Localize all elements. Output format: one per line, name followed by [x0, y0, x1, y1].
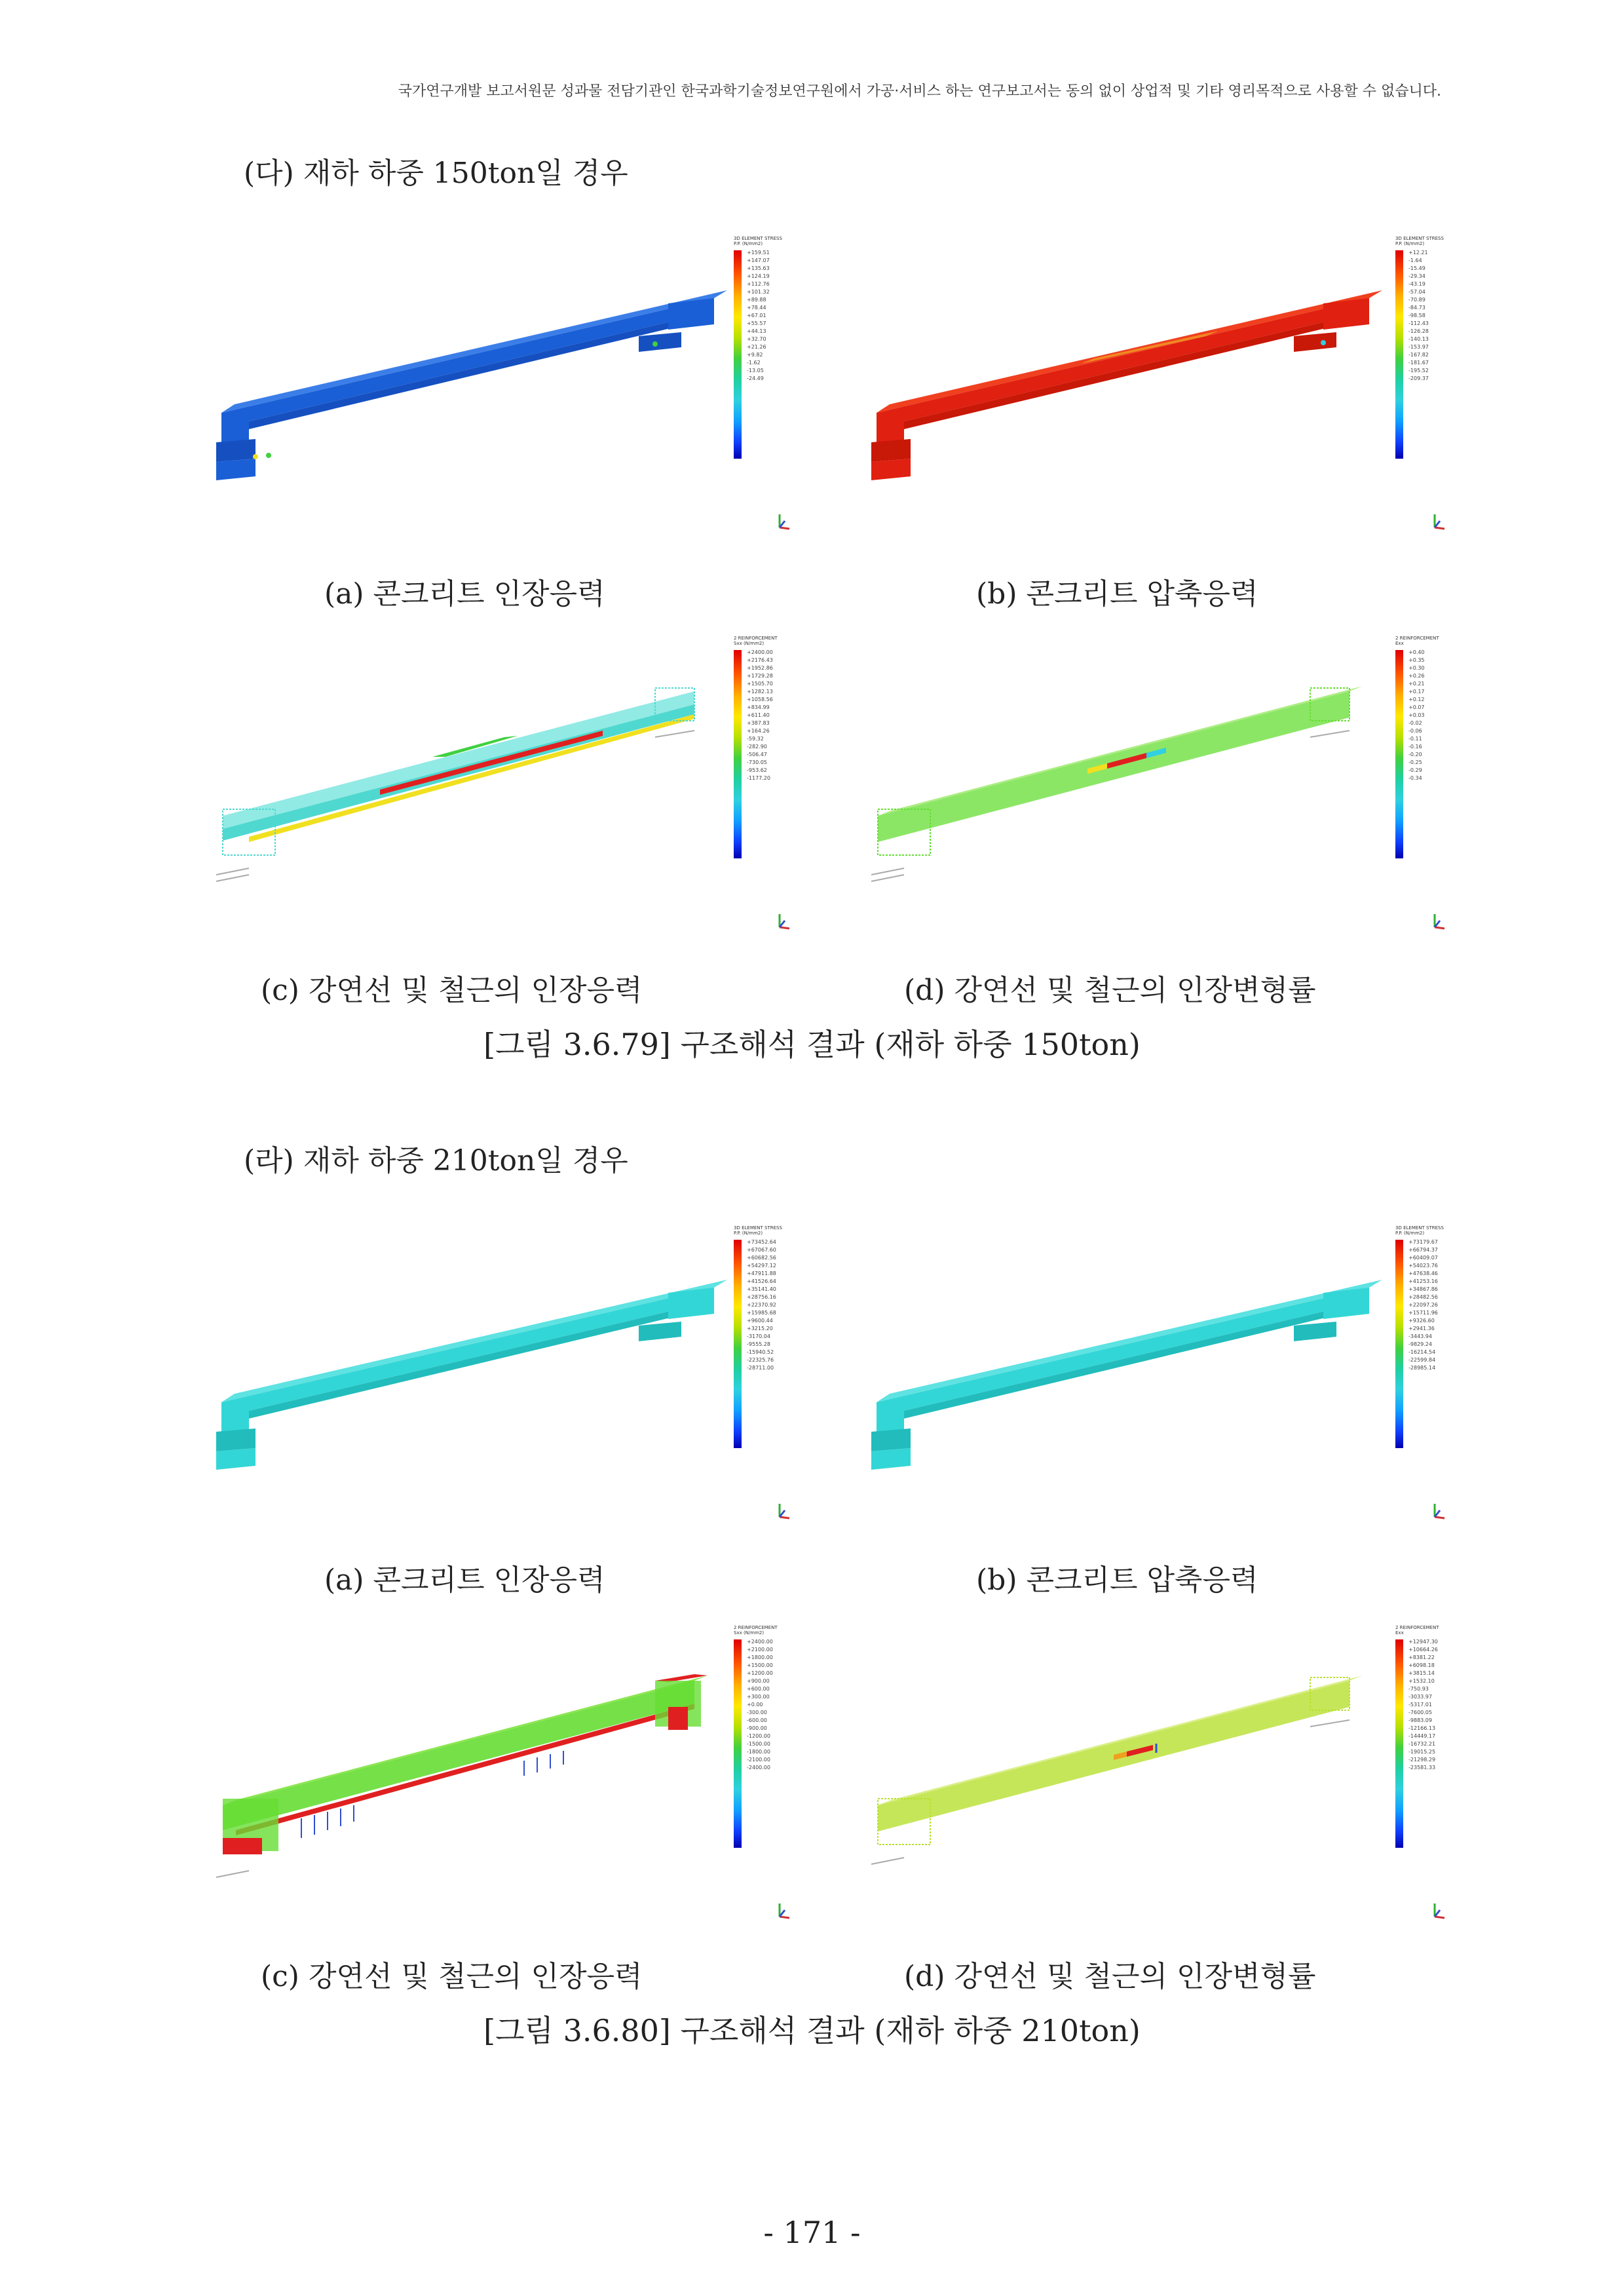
legend-value: +34867.86	[1408, 1286, 1438, 1292]
legend-value: -3170.04	[747, 1333, 770, 1339]
strain-legend-colorbar	[1395, 636, 1454, 781]
legend-value: -2100.00	[747, 1757, 770, 1763]
legend-value: -140.13	[1408, 336, 1429, 342]
legend-value: +9326.60	[1408, 1318, 1435, 1324]
legend-value: +3815.14	[1408, 1670, 1435, 1676]
copyright-notice: 국가연구개발 보고서원문 성과물 전담기관인 한국과학기술정보연구원에서 가공·서비스 하는 연구보고서는 동의 없이 상업적 및 기타 영리목적으로 사용할 수 없습니다.	[398, 83, 1441, 100]
legend-value: +600.00	[747, 1686, 770, 1692]
caption-c-210: (c) 강연선 및 철근의 인장응력	[261, 1960, 643, 1993]
legend-value: +22097.26	[1408, 1302, 1438, 1308]
legend-value: +0.03	[1408, 712, 1425, 718]
legend-labels	[1408, 649, 1454, 782]
legend-value: +387.83	[747, 720, 770, 726]
legend-value: -209.37	[1408, 375, 1429, 381]
legend-value: +3215.20	[747, 1326, 773, 1331]
legend-value: +32.70	[747, 336, 766, 342]
legend-title: 2 REINFORCEMENT Sxx (N/mm2)	[734, 636, 778, 646]
legend-labels	[747, 649, 793, 782]
legend-value: -2400.00	[747, 1765, 770, 1770]
legend-value: -19015.25	[1408, 1749, 1436, 1755]
legend-value: +15711.96	[1408, 1310, 1438, 1316]
legend-value: +1505.70	[747, 681, 773, 687]
legend-value: +54023.76	[1408, 1263, 1438, 1269]
legend-color-scale	[734, 650, 742, 858]
legend-value: +15985.68	[747, 1310, 776, 1316]
legend-value: -750.93	[1408, 1686, 1429, 1692]
legend-value: +73452.64	[747, 1239, 776, 1245]
stress-legend-colorbar	[734, 236, 793, 381]
legend-value: +0.35	[1408, 657, 1425, 663]
beam-model-concrete-tension-150	[210, 233, 799, 541]
legend-value: +164.26	[747, 728, 770, 734]
figure-panel-concrete-compression-150	[865, 233, 1454, 541]
stress-legend-colorbar	[734, 1225, 793, 1371]
reinforcement-mesh	[216, 688, 694, 881]
stress-legend-colorbar	[1395, 236, 1454, 381]
legend-value: +611.40	[747, 712, 770, 718]
legend-value: -98.58	[1408, 313, 1426, 318]
figure-panel-tendon-stress-150	[210, 632, 799, 940]
legend-value: -70.89	[1408, 297, 1426, 303]
legend-value: +9.82	[747, 352, 763, 358]
caption-c-150: (c) 강연선 및 철근의 인장응력	[261, 974, 643, 1007]
legend-value: -12166.13	[1408, 1725, 1436, 1731]
mesh-model-tendon-strain-150	[865, 632, 1454, 940]
legend-title: 3D ELEMENT STRESS P.P. (N/mm2)	[1395, 236, 1444, 246]
legend-value: +1058.56	[747, 697, 773, 702]
legend-color-scale	[1395, 1240, 1403, 1448]
legend-value: -1800.00	[747, 1749, 770, 1755]
legend-value: -13.05	[747, 368, 764, 373]
legend-value: -0.16	[1408, 744, 1422, 750]
figure-panel-tendon-strain-150	[865, 632, 1454, 940]
legend-title: 3D ELEMENT STRESS P.P. (N/mm2)	[734, 236, 782, 246]
beam-solid	[216, 1280, 727, 1470]
legend-value: -0.06	[1408, 728, 1422, 734]
caption-a-210: (a) 콘크리트 인장응력	[324, 1563, 605, 1597]
axis-triad-icon	[1435, 514, 1445, 529]
legend-value: +112.76	[747, 281, 770, 287]
legend-value: +35141.40	[747, 1286, 776, 1292]
legend-value: -0.11	[1408, 736, 1422, 742]
legend-value: +1532.10	[1408, 1678, 1435, 1684]
legend-value: -506.47	[747, 752, 767, 757]
legend-value: +2176.43	[747, 657, 773, 663]
legend-labels	[747, 249, 793, 383]
legend-value: -15.49	[1408, 265, 1426, 271]
legend-value: +2400.00	[747, 1639, 773, 1645]
legend-value: +78.44	[747, 305, 766, 311]
legend-value: -0.02	[1408, 720, 1422, 726]
legend-value: -24.49	[747, 375, 764, 381]
figure-panel-concrete-compression-210	[865, 1222, 1454, 1530]
legend-value: -22325.76	[747, 1357, 774, 1363]
legend-value: -23581.33	[1408, 1765, 1436, 1770]
legend-title: 2 REINFORCEMENT Exx	[1395, 1625, 1439, 1636]
legend-value: +28756.16	[747, 1294, 776, 1300]
axis-triad-icon	[780, 514, 789, 529]
axis-triad-icon	[780, 1904, 789, 1918]
legend-value: +834.99	[747, 704, 770, 710]
legend-value: +28482.56	[1408, 1294, 1438, 1300]
axis-triad-icon	[1435, 1504, 1445, 1518]
stress-legend-colorbar	[1395, 1225, 1454, 1371]
legend-value: +12.21	[1408, 250, 1428, 256]
legend-value: +124.19	[747, 273, 770, 279]
legend-value: -195.52	[1408, 368, 1429, 373]
stress-legend-colorbar	[734, 1625, 793, 1770]
legend-value: +67.01	[747, 313, 766, 318]
legend-value: -29.34	[1408, 273, 1426, 279]
legend-value: -167.82	[1408, 352, 1429, 358]
legend-value: +0.00	[747, 1702, 763, 1708]
legend-value: -600.00	[747, 1717, 767, 1723]
legend-color-scale	[1395, 250, 1403, 459]
legend-value: +135.63	[747, 265, 770, 271]
legend-value: +0.30	[1408, 665, 1425, 671]
legend-value: -282.90	[747, 744, 767, 750]
figure-panel-tendon-strain-210	[865, 1622, 1454, 1930]
legend-value: +1729.28	[747, 673, 773, 679]
reinforcement-mesh	[871, 1675, 1363, 1864]
legend-value: -9883.09	[1408, 1717, 1432, 1723]
legend-value: -1177.20	[747, 775, 770, 781]
caption-d-150: (d) 강연선 및 철근의 인장변형률	[904, 974, 1316, 1007]
legend-value: -28711.00	[747, 1365, 774, 1371]
legend-value: -0.29	[1408, 767, 1422, 773]
legend-value: -300.00	[747, 1710, 767, 1715]
legend-value: -181.67	[1408, 360, 1429, 366]
legend-value: -28985.14	[1408, 1365, 1436, 1371]
stress-legend-colorbar	[734, 636, 793, 781]
legend-value: +10664.26	[1408, 1647, 1438, 1653]
legend-value: -16732.21	[1408, 1741, 1436, 1747]
legend-color-scale	[1395, 1639, 1403, 1848]
legend-value: -3443.94	[1408, 1333, 1432, 1339]
legend-value: -9555.28	[747, 1341, 770, 1347]
caption-d-210: (d) 강연선 및 철근의 인장변형률	[904, 1960, 1316, 1993]
legend-color-scale	[734, 250, 742, 459]
legend-value: +60682.56	[747, 1255, 776, 1261]
legend-value: -57.04	[1408, 289, 1426, 295]
legend-labels	[747, 1238, 793, 1372]
legend-value: -43.19	[1408, 281, 1426, 287]
legend-value: -15940.52	[747, 1349, 774, 1355]
legend-color-scale	[1395, 650, 1403, 858]
legend-value: -3033.97	[1408, 1694, 1432, 1700]
caption-b-210: (b) 콘크리트 압축응력	[976, 1563, 1258, 1597]
legend-value: -59.32	[747, 736, 764, 742]
mesh-model-tendon-strain-210	[865, 1622, 1454, 1930]
legend-value: -900.00	[747, 1725, 767, 1731]
legend-title: 3D ELEMENT STRESS P.P. (N/mm2)	[1395, 1225, 1444, 1236]
legend-value: +2100.00	[747, 1647, 773, 1653]
legend-value: -1.62	[747, 360, 761, 366]
legend-value: -84.73	[1408, 305, 1426, 311]
legend-value: +67067.60	[747, 1247, 776, 1253]
axis-triad-icon	[780, 914, 789, 928]
page-number: - 171 -	[763, 2215, 861, 2250]
legend-value: +1800.00	[747, 1655, 773, 1660]
legend-value: +900.00	[747, 1678, 770, 1684]
legend-value: -953.62	[747, 767, 767, 773]
legend-value: +0.26	[1408, 673, 1425, 679]
legend-title: 2 REINFORCEMENT Sxx (N/mm2)	[734, 1625, 778, 1636]
axis-triad-icon	[1435, 1904, 1445, 1918]
legend-color-scale	[734, 1639, 742, 1848]
legend-value: +41253.16	[1408, 1278, 1438, 1284]
legend-value: -5317.01	[1408, 1702, 1432, 1708]
axis-triad-icon	[1435, 914, 1445, 928]
figure-caption-3-6-80: [그림 3.6.80] 구조해석 결과 (재하 하중 210ton)	[483, 2013, 1141, 2048]
legend-value: +6098.18	[1408, 1662, 1435, 1668]
beam-solid	[216, 290, 727, 480]
caption-b-150: (b) 콘크리트 압축응력	[976, 577, 1258, 611]
mesh-model-tendon-stress-150	[210, 632, 799, 940]
legend-value: +66794.37	[1408, 1247, 1438, 1253]
legend-value: +147.07	[747, 258, 770, 263]
legend-value: -21298.29	[1408, 1757, 1436, 1763]
mesh-model-tendon-stress-210	[210, 1622, 799, 1930]
legend-value: +89.88	[747, 297, 766, 303]
legend-value: +101.32	[747, 289, 770, 295]
caption-a-150: (a) 콘크리트 인장응력	[324, 577, 605, 611]
legend-value: +1952.86	[747, 665, 773, 671]
legend-value: +41526.64	[747, 1278, 776, 1284]
legend-labels	[747, 1638, 793, 1772]
legend-value: -7600.05	[1408, 1710, 1432, 1715]
legend-value: -22599.84	[1408, 1357, 1436, 1363]
legend-value: +0.12	[1408, 697, 1425, 702]
strain-legend-colorbar	[1395, 1625, 1454, 1770]
legend-value: +73179.67	[1408, 1239, 1438, 1245]
legend-labels	[1408, 1238, 1454, 1372]
figure-caption-3-6-79: [그림 3.6.79] 구조해석 결과 (재하 하중 150ton)	[483, 1027, 1141, 1062]
legend-value: -0.20	[1408, 752, 1422, 757]
legend-value: -730.05	[747, 759, 767, 765]
beam-model-concrete-tension-210	[210, 1222, 799, 1530]
legend-value: +12947.30	[1408, 1639, 1438, 1645]
legend-value: -153.97	[1408, 344, 1429, 350]
legend-value: -1.64	[1408, 258, 1422, 263]
legend-value: -9829.24	[1408, 1341, 1432, 1347]
legend-value: -16214.54	[1408, 1349, 1436, 1355]
legend-value: +0.21	[1408, 681, 1425, 687]
legend-value: +0.17	[1408, 689, 1425, 695]
beam-solid	[871, 290, 1382, 480]
beam-model-concrete-compression-210	[865, 1222, 1454, 1530]
legend-value: -1500.00	[747, 1741, 770, 1747]
legend-title: 3D ELEMENT STRESS P.P. (N/mm2)	[734, 1225, 782, 1236]
reinforcement-mesh	[871, 686, 1363, 881]
legend-value: -14449.17	[1408, 1733, 1436, 1739]
section-heading-150ton: (다) 재하 하중 150ton일 경우	[244, 157, 628, 190]
legend-value: +1500.00	[747, 1662, 773, 1668]
legend-value: +2400.00	[747, 649, 773, 655]
legend-value: +47911.88	[747, 1271, 776, 1276]
figure-panel-concrete-tension-150	[210, 233, 799, 541]
legend-value: +44.13	[747, 328, 766, 334]
legend-color-scale	[734, 1240, 742, 1448]
legend-value: +1282.13	[747, 689, 773, 695]
legend-title: 2 REINFORCEMENT Exx	[1395, 636, 1439, 646]
legend-value: +22370.92	[747, 1302, 776, 1308]
axis-triad-icon	[780, 1504, 789, 1518]
legend-value: -112.43	[1408, 320, 1429, 326]
legend-value: +21.26	[747, 344, 766, 350]
legend-value: -0.25	[1408, 759, 1422, 765]
legend-value: +54297.12	[747, 1263, 776, 1269]
beam-model-concrete-compression-150	[865, 233, 1454, 541]
legend-value: +1200.00	[747, 1670, 773, 1676]
legend-value: +2941.36	[1408, 1326, 1435, 1331]
reinforcement-mesh	[216, 1674, 708, 1877]
legend-value: +8381.22	[1408, 1655, 1435, 1660]
section-heading-210ton: (라) 재하 하중 210ton일 경우	[244, 1144, 628, 1177]
figure-panel-concrete-tension-210	[210, 1222, 799, 1530]
legend-value: +47638.46	[1408, 1271, 1438, 1276]
legend-value: +60409.07	[1408, 1255, 1438, 1261]
legend-value: -0.34	[1408, 775, 1422, 781]
legend-value: +9600.44	[747, 1318, 773, 1324]
legend-labels	[1408, 1638, 1454, 1772]
legend-value: -126.28	[1408, 328, 1429, 334]
legend-labels	[1408, 249, 1454, 383]
legend-value: +55.57	[747, 320, 766, 326]
figure-panel-tendon-stress-210	[210, 1622, 799, 1930]
legend-value: -1200.00	[747, 1733, 770, 1739]
legend-value: +159.51	[747, 250, 770, 256]
beam-solid	[871, 1280, 1382, 1470]
legend-value: +0.07	[1408, 704, 1425, 710]
legend-value: +0.40	[1408, 649, 1425, 655]
legend-value: +300.00	[747, 1694, 770, 1700]
